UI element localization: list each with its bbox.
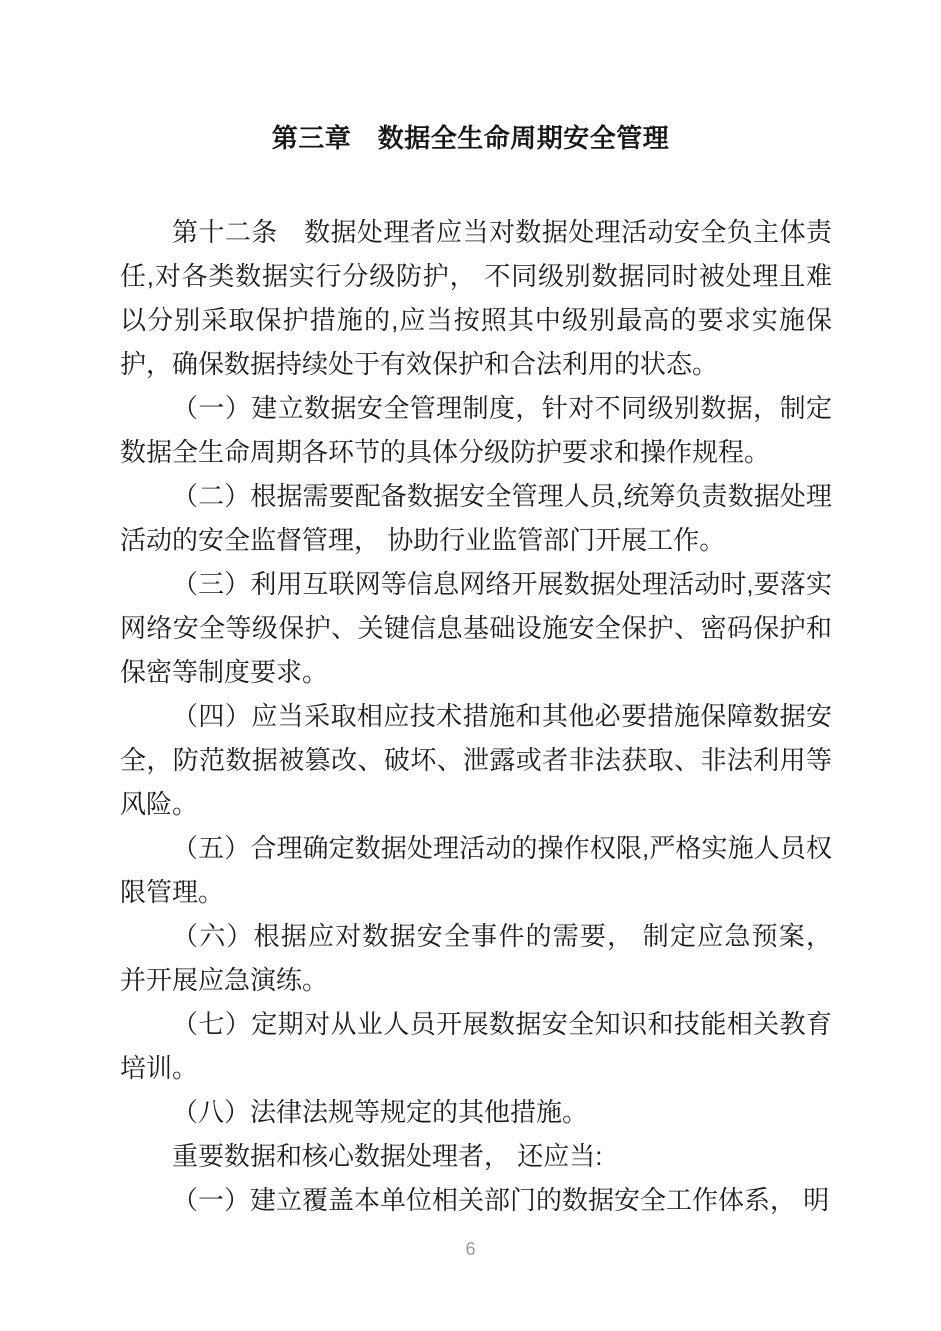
page-footer xyxy=(0,1236,941,1262)
paragraph-item-4: （四）应当采取相应技术措施和其他必要措施保障数据安全，防范数据被篡改、破坏、泄露或者非法获取、非法利用等风险。 xyxy=(120,701,832,819)
paragraph-item-2: （二）根据需要配备数据安全管理人员,统筹负责数据处理活动的安全监督管理， 协助行业监管部门开展工作。 xyxy=(120,481,832,555)
paragraph-article-12: 第十二条 数据处理者应当对数据处理活动安全负主体责任,对各类数据实行分级防护， 不同级别数据同时被处理且难以分别采取保护措施的,应当按照其中级别最高的要求实施保护，确保数据持续处于有效保护和合法利用的状态。 xyxy=(120,217,832,379)
paragraph-item-3: （三）利用互联网等信息网络开展数据处理活动时,要落实网络安全等级保护、关键信息基础设施安全保护、密码保护和保密等制度要求。 xyxy=(120,569,832,687)
paragraph-item-8: （八）法律法规等规定的其他措施。 xyxy=(172,1097,589,1127)
paragraph-item-1: （一）建立数据安全管理制度，针对不同级别数据，制定数据全生命周期各环节的具体分级防护要求和操作规程。 xyxy=(120,393,832,467)
page-number: 6 xyxy=(465,1239,476,1259)
paragraph-item-7: （七）定期对从业人员开展数据安全知识和技能相关教育培训。 xyxy=(120,1009,832,1083)
paragraph-important-item-1: （一）建立覆盖本单位相关部门的数据安全工作体系， 明 xyxy=(172,1185,830,1215)
paragraph-item-5: （五）合理确定数据处理活动的操作权限,严格实施人员权限管理。 xyxy=(120,833,832,907)
chapter-title: 第三章 数据全生命周期安全管理 xyxy=(271,123,670,153)
paragraph-item-6: （六）根据应对数据安全事件的需要， 制定应急预案， 并开展应急演练。 xyxy=(120,921,832,995)
paragraph-important-data-lead: 重要数据和核心数据处理者， 还应当: xyxy=(172,1141,603,1171)
document-body xyxy=(120,210,832,1222)
